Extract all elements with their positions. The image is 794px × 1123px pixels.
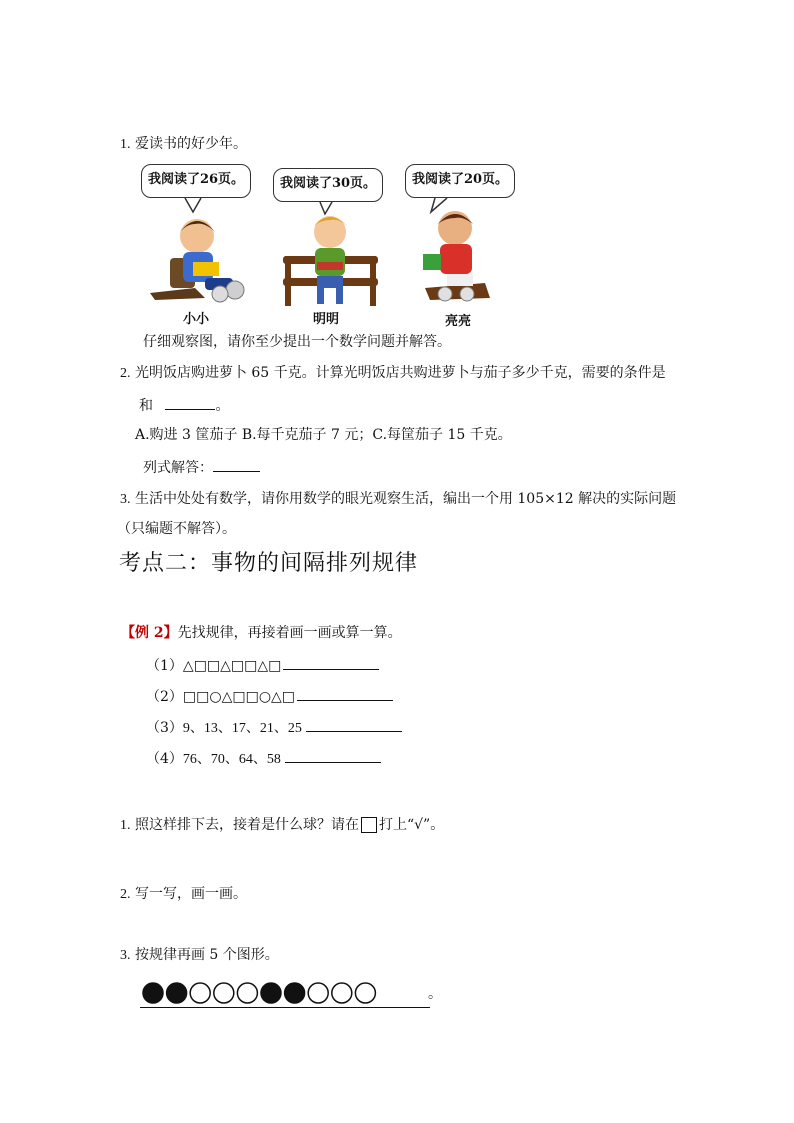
conjunction-text: 和 bbox=[139, 398, 153, 414]
empty-circle bbox=[190, 983, 210, 1003]
practice-2 bbox=[120, 885, 247, 904]
empty-circle bbox=[308, 983, 328, 1003]
question-2-options: A.购进 3 筐茄子 B.每千克茄子 7 元；C.每筐茄子 15 千克。 bbox=[135, 427, 512, 443]
question-number: 1. bbox=[120, 818, 131, 833]
empty-circle bbox=[332, 983, 352, 1003]
question-1 bbox=[120, 135, 247, 154]
punct: 。 bbox=[215, 398, 230, 414]
question-number: 2. bbox=[120, 887, 131, 902]
checkbox[interactable] bbox=[361, 817, 377, 833]
answer-blank[interactable] bbox=[165, 395, 215, 410]
example-item bbox=[146, 686, 393, 706]
question-number: 3. bbox=[120, 948, 131, 963]
end-punct: 。 bbox=[428, 986, 442, 1002]
example-item bbox=[146, 717, 402, 738]
answer-blank[interactable] bbox=[283, 655, 379, 670]
item-content: □□○△□□○△□ bbox=[182, 689, 296, 705]
question-3-line2: （只编题不解答）。 bbox=[117, 521, 236, 537]
empty-circle bbox=[214, 983, 234, 1003]
item-label: （1） bbox=[146, 658, 183, 674]
filled-circle bbox=[261, 983, 281, 1003]
question-3 bbox=[120, 490, 676, 509]
answer-blank[interactable] bbox=[306, 717, 402, 732]
example-tag: 【例 2】 bbox=[121, 625, 178, 641]
question-number: 2. bbox=[120, 366, 131, 381]
question-title: 爱读书的好少年。 bbox=[134, 136, 247, 152]
item-label: （3） bbox=[146, 720, 183, 736]
answer-blank[interactable] bbox=[285, 748, 381, 763]
question-2 bbox=[120, 364, 666, 383]
section-heading: 考点二：事物的间隔排列规律 bbox=[119, 551, 419, 576]
question-2-line2 bbox=[139, 395, 229, 415]
question-number: 3. bbox=[120, 492, 131, 507]
filled-circle bbox=[143, 983, 163, 1003]
answer-label: 列式解答： bbox=[143, 460, 213, 476]
item-content: △□□△□□△□ bbox=[182, 658, 282, 674]
empty-circle bbox=[237, 983, 257, 1003]
question-text: 照这样排下去，接着是什么球？请在 bbox=[134, 817, 359, 833]
question-text: 按规律再画 5 个图形。 bbox=[134, 947, 279, 963]
filled-circle bbox=[285, 983, 305, 1003]
question-1-instruction: 仔细观察图，请你至少提出一个数学问题并解答。 bbox=[143, 334, 451, 350]
item-content: 9、13、17、21、25 bbox=[182, 721, 302, 736]
item-content: 76、70、64、58 bbox=[182, 752, 281, 767]
item-label: （4） bbox=[146, 751, 183, 767]
practice-1 bbox=[120, 816, 444, 835]
question-number: 1. bbox=[120, 137, 131, 152]
reading-children-illustration bbox=[135, 158, 510, 328]
question-text: 写一写，画一画。 bbox=[134, 886, 247, 902]
filled-circle bbox=[167, 983, 187, 1003]
answer-blank[interactable] bbox=[213, 457, 260, 472]
example-text: 先找规律，再接着画一画或算一算。 bbox=[177, 625, 402, 641]
question-text: 光明饭店购进萝卜 65 千克。计算光明饭店共购进萝卜与茄子多少千克，需要的条件是 bbox=[134, 365, 666, 381]
child-name: 亮亮 bbox=[445, 314, 472, 329]
child-name: 小小 bbox=[183, 312, 210, 327]
item-label: （2） bbox=[146, 689, 183, 705]
example-item bbox=[146, 748, 381, 769]
question-text-end: 打上“√”。 bbox=[378, 817, 445, 833]
practice-3 bbox=[120, 946, 279, 965]
answer-blank[interactable] bbox=[297, 686, 393, 701]
children-reading-icon bbox=[135, 198, 510, 313]
speech-bubble: 我阅读了20页。 bbox=[405, 164, 515, 198]
circle-pattern-row bbox=[140, 981, 430, 1008]
example-item bbox=[146, 655, 379, 675]
example-2 bbox=[121, 624, 402, 642]
speech-bubble: 我阅读了30页。 bbox=[273, 168, 383, 202]
circle-pattern bbox=[142, 982, 382, 1004]
question-text: 生活中处处有数学，请你用数学的眼光观察生活，编出一个用 105×12 解决的实际问题 bbox=[134, 491, 677, 507]
empty-circle bbox=[355, 983, 375, 1003]
child-name: 明明 bbox=[313, 312, 340, 327]
speech-bubble: 我阅读了26页。 bbox=[141, 164, 251, 198]
question-2-answer bbox=[143, 457, 260, 477]
